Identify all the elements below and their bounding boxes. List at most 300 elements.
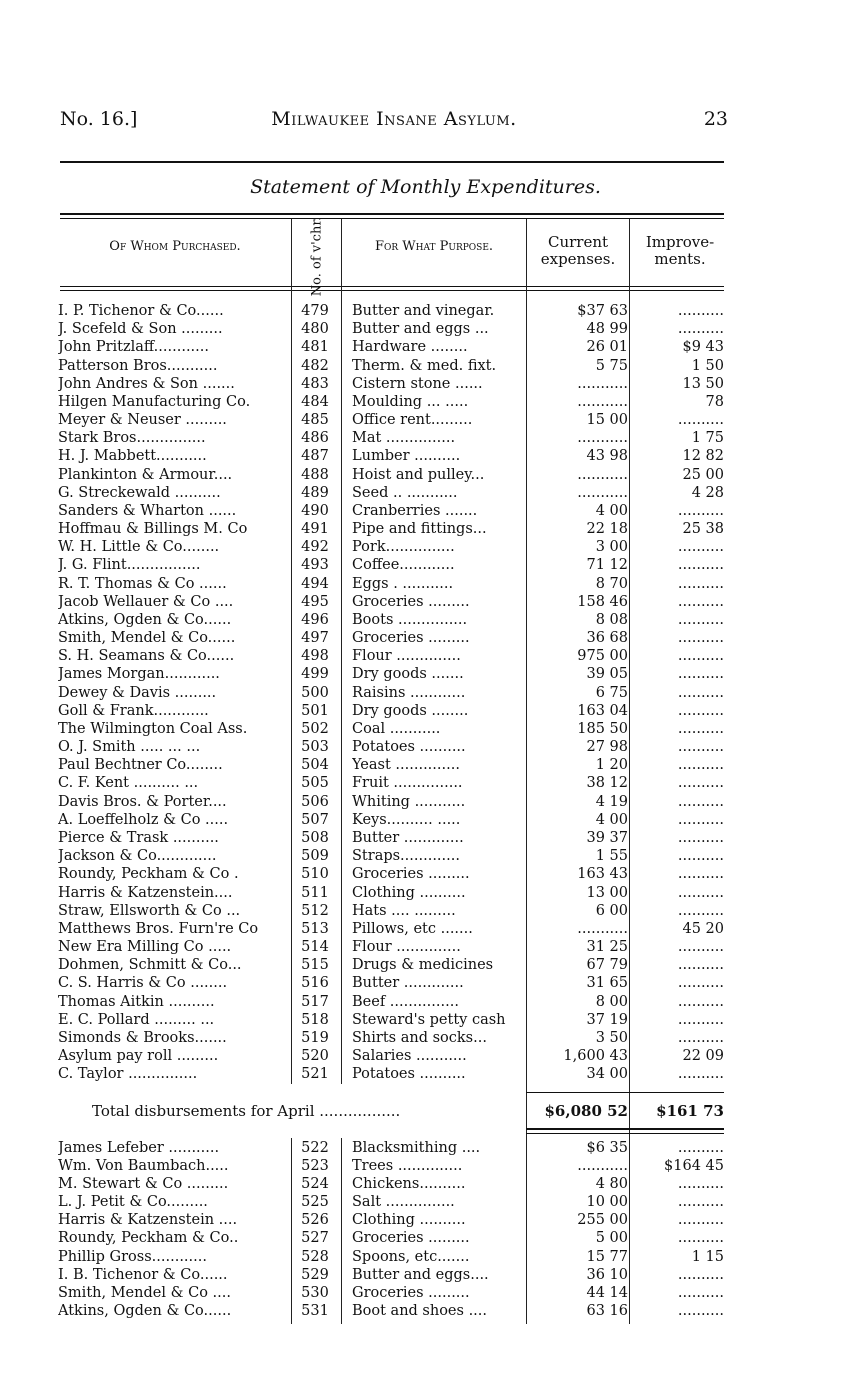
current-expense: 1 55 <box>595 848 628 865</box>
table-row <box>0 538 851 556</box>
purpose: Groceries ......... <box>352 866 470 883</box>
current-expense: 38 12 <box>586 775 628 792</box>
voucher-number: 508 <box>301 829 329 846</box>
table-row <box>0 1211 851 1229</box>
purpose: Butter ............. <box>352 829 464 846</box>
purchased-from: James Morgan............ <box>58 666 220 683</box>
voucher-number: 506 <box>301 793 329 810</box>
table-row <box>0 938 851 956</box>
voucher-number: 507 <box>301 811 329 828</box>
header-bottom-rule <box>60 286 724 287</box>
purchased-from: C. S. Harris & Co ........ <box>58 975 228 992</box>
table-row <box>0 1229 851 1247</box>
current-expense: ........... <box>577 375 628 392</box>
header-rule <box>60 161 724 163</box>
purchased-from: C. F. Kent .......... ... <box>58 775 199 792</box>
total-bottom-rule <box>526 1128 724 1130</box>
improvement-expense: .......... <box>677 1302 724 1319</box>
purchased-from: M. Stewart & Co ......... <box>58 1176 229 1193</box>
voucher-number: 513 <box>301 920 329 937</box>
purpose: Straps............. <box>352 848 460 865</box>
purpose: Coffee............ <box>352 557 455 574</box>
voucher-number: 517 <box>301 993 329 1010</box>
purpose: Groceries ......... <box>352 630 470 647</box>
current-expense: 975 00 <box>577 648 628 665</box>
table-row <box>0 865 851 883</box>
improvement-expense: .......... <box>677 939 724 956</box>
current-expense: 22 18 <box>586 521 628 538</box>
voucher-number: 503 <box>301 739 329 756</box>
purchased-from: Simonds & Brooks....... <box>58 1029 227 1046</box>
voucher-number: 482 <box>301 357 329 374</box>
current-expense: 26 01 <box>586 339 628 356</box>
improvement-expense: 1 15 <box>691 1248 724 1265</box>
improvement-expense: .......... <box>677 811 724 828</box>
purchased-from: E. C. Pollard ......... ... <box>58 1011 215 1028</box>
purchased-from: Paul Bechtner Co........ <box>58 757 223 774</box>
voucher-number: 480 <box>301 321 329 338</box>
voucher-number: 515 <box>301 957 329 974</box>
voucher-number: 498 <box>301 648 329 665</box>
improvement-expense: .......... <box>677 648 724 665</box>
voucher-number: 496 <box>301 611 329 628</box>
voucher-number: 504 <box>301 757 329 774</box>
table-row <box>0 1011 851 1029</box>
purpose: Pork............... <box>352 539 455 556</box>
purchased-from: I. B. Tichenor & Co...... <box>58 1266 228 1283</box>
current-expense: ........... <box>577 393 628 410</box>
purpose: Groceries ......... <box>352 1284 470 1301</box>
purpose: Therm. & med. fixt. <box>352 357 497 374</box>
purpose: Groceries ......... <box>352 1230 470 1247</box>
purchased-from: Sanders & Wharton ...... <box>58 502 237 519</box>
purpose: Whiting ........... <box>352 793 466 810</box>
current-expense: 4 00 <box>595 811 628 828</box>
improvement-expense: 13 50 <box>682 375 724 392</box>
purchased-from: John Pritzlaff............ <box>58 339 209 356</box>
improvement-expense: .......... <box>677 1140 724 1156</box>
improvement-expense: 45 20 <box>682 920 724 937</box>
purpose: Hardware ........ <box>352 339 468 356</box>
voucher-number: 519 <box>301 1029 329 1046</box>
voucher-number: 484 <box>301 393 329 410</box>
table-row <box>0 411 851 429</box>
voucher-number: 510 <box>301 866 329 883</box>
table-row <box>0 302 851 320</box>
table-row <box>0 774 851 792</box>
purchased-from: James Lefeber ........... <box>58 1140 220 1156</box>
column-header-purpose: For What Purpose. <box>374 239 494 254</box>
purpose: Raisins ............ <box>352 684 466 701</box>
voucher-number: 493 <box>301 557 329 574</box>
purpose: Steward's petty cash <box>352 1011 506 1028</box>
table-row <box>0 375 851 393</box>
improvement-expense: .......... <box>677 666 724 683</box>
improvement-expense: .......... <box>677 1066 724 1083</box>
may-expenditure-list <box>0 1139 851 1320</box>
improvement-expense: .......... <box>677 866 724 883</box>
voucher-number: 514 <box>301 939 329 956</box>
table-row <box>0 1047 851 1065</box>
voucher-number: 512 <box>301 902 329 919</box>
current-expense: 31 25 <box>586 939 628 956</box>
improvement-expense: .......... <box>677 848 724 865</box>
purchased-from: Thomas Aitkin .......... <box>58 993 215 1010</box>
purpose: Spoons, etc....... <box>352 1248 470 1265</box>
purchased-from: Plankinton & Armour.... <box>58 466 233 483</box>
total-improvements: $161 73 <box>656 1102 724 1120</box>
current-expense: 36 10 <box>586 1266 628 1283</box>
current-expense: 27 98 <box>586 739 628 756</box>
purchased-from: Roundy, Peckham & Co.. <box>58 1230 239 1247</box>
institution-title: Milwaukee Insane Asylum. <box>271 108 517 130</box>
purpose: Yeast .............. <box>352 757 460 774</box>
purpose: Potatoes .......... <box>352 739 466 756</box>
purchased-from: Meyer & Neuser ......... <box>58 412 227 429</box>
improvement-expense: .......... <box>677 1284 724 1301</box>
purpose: Shirts and socks... <box>352 1029 487 1046</box>
current-expense: 39 05 <box>586 666 628 683</box>
total-bottom-rule-thin <box>526 1133 724 1134</box>
purpose: Dry goods ....... <box>352 666 464 683</box>
current-expense: 36 68 <box>586 630 628 647</box>
purchased-from: Jacob Wellauer & Co .... <box>58 593 234 610</box>
purpose: Blacksmithing .... <box>352 1140 481 1156</box>
page-number: 23 <box>703 108 728 130</box>
improvement-expense: .......... <box>677 1212 724 1229</box>
purchased-from: J. G. Flint................ <box>58 557 201 574</box>
improvement-expense: .......... <box>677 975 724 992</box>
voucher-number: 502 <box>301 720 329 737</box>
purpose: Eggs . ........... <box>352 575 454 592</box>
voucher-number: 488 <box>301 466 329 483</box>
purpose: Trees .............. <box>352 1158 463 1175</box>
purchased-from: Goll & Frank............ <box>58 702 209 719</box>
voucher-number: 521 <box>301 1066 329 1083</box>
table-row <box>0 556 851 574</box>
purpose: Chickens.......... <box>352 1176 466 1193</box>
current-expense: 4 00 <box>595 502 628 519</box>
table-top-rule <box>60 213 724 215</box>
purchased-from: Jackson & Co............. <box>58 848 217 865</box>
current-expense: ........... <box>577 466 628 483</box>
current-expense: 67 79 <box>586 957 628 974</box>
voucher-number: 509 <box>301 848 329 865</box>
improvement-expense: .......... <box>677 739 724 756</box>
improvement-expense: .......... <box>677 1011 724 1028</box>
current-expense: 31 65 <box>586 975 628 992</box>
current-expense: 43 98 <box>586 448 628 465</box>
purchased-from: The Wilmington Coal Ass. <box>58 720 248 737</box>
table-row <box>0 684 851 702</box>
improvement-expense: .......... <box>677 539 724 556</box>
improvement-expense: .......... <box>677 303 724 319</box>
table-row <box>0 320 851 338</box>
table-row <box>0 1248 851 1266</box>
current-expense: 185 50 <box>577 720 628 737</box>
purchased-from: Stark Bros............... <box>58 430 206 447</box>
purchased-from: John Andres & Son ....... <box>58 375 235 392</box>
voucher-number: 479 <box>301 303 329 319</box>
column-header-voucher <box>293 216 341 296</box>
purchased-from: O. J. Smith ..... ... ... <box>58 739 201 756</box>
table-row <box>0 1065 851 1083</box>
purchased-from: I. P. Tichenor & Co...... <box>58 303 224 319</box>
improvement-expense: .......... <box>677 1230 724 1247</box>
purpose: Office rent......... <box>352 412 473 429</box>
purchased-from: Hilgen Manufacturing Co. <box>58 393 251 410</box>
purpose: Cranberries ....... <box>352 502 478 519</box>
purpose: Boots ............... <box>352 611 468 628</box>
improvement-expense: 1 50 <box>691 357 724 374</box>
purchased-from: Harris & Katzenstein .... <box>58 1212 238 1229</box>
table-row <box>0 1029 851 1047</box>
purchased-from: A. Loeffelholz & Co ..... <box>58 811 229 828</box>
table-row <box>0 738 851 756</box>
voucher-number: 526 <box>301 1212 329 1229</box>
purchased-from: Asylum pay roll ......... <box>58 1048 219 1065</box>
purpose: Flour .............. <box>352 648 461 665</box>
improvement-expense: .......... <box>677 775 724 792</box>
total-top-rule <box>526 1092 724 1093</box>
improvement-expense: 1 75 <box>691 430 724 447</box>
current-expense: 5 00 <box>595 1230 628 1247</box>
purchased-from: Hoffmau & Billings M. Co <box>58 521 248 538</box>
current-expense: ........... <box>577 920 628 937</box>
voucher-number: 528 <box>301 1248 329 1265</box>
column-header-current: Current expenses. <box>540 233 616 269</box>
improvement-expense: 4 28 <box>691 484 724 501</box>
current-expense: 8 08 <box>595 611 628 628</box>
table-row <box>0 520 851 538</box>
current-expense: 8 70 <box>595 575 628 592</box>
voucher-number: 486 <box>301 430 329 447</box>
improvement-expense: .......... <box>677 757 724 774</box>
purpose: Lumber .......... <box>352 448 461 465</box>
voucher-number: 516 <box>301 975 329 992</box>
voucher-number: 491 <box>301 521 329 538</box>
current-expense: 158 46 <box>577 593 628 610</box>
improvement-expense: $164 45 <box>664 1158 724 1175</box>
current-expense: 48 99 <box>586 321 628 338</box>
purpose: Butter and vinegar. <box>352 303 495 319</box>
purpose: Moulding ... ..... <box>352 393 469 410</box>
current-expense: $37 63 <box>577 303 628 319</box>
current-expense: 15 77 <box>586 1248 628 1265</box>
current-expense: 3 50 <box>595 1029 628 1046</box>
purchased-from: Patterson Bros........... <box>58 357 218 374</box>
purchased-from: L. J. Petit & Co......... <box>58 1194 208 1211</box>
purpose: Butter and eggs ... <box>352 321 489 338</box>
improvement-expense: 25 38 <box>682 521 724 538</box>
improvement-expense: 25 00 <box>682 466 724 483</box>
document-number: No. 16.] <box>60 108 138 130</box>
purchased-from: Davis Bros. & Porter.... <box>58 793 227 810</box>
current-expense: 5 75 <box>595 357 628 374</box>
current-expense: ........... <box>577 1158 628 1175</box>
purpose: Flour .............. <box>352 939 461 956</box>
purchased-from: New Era Milling Co ..... <box>58 939 232 956</box>
purchased-from: Wm. Von Baumbach..... <box>58 1158 229 1175</box>
column-header-who: Of Whom Purchased. <box>109 239 241 254</box>
voucher-number: 524 <box>301 1176 329 1193</box>
purchased-from: Atkins, Ogden & Co...... <box>58 1302 232 1319</box>
purpose: Cistern stone ...... <box>352 375 483 392</box>
purchased-from: Harris & Katzenstein.... <box>58 884 233 901</box>
purchased-from: Straw, Ellsworth & Co ... <box>58 902 241 919</box>
column-header-voucher-label: No. of v'chr. <box>309 216 325 296</box>
purpose: Butter ............. <box>352 975 464 992</box>
improvement-expense: .......... <box>677 1029 724 1046</box>
voucher-number: 499 <box>301 666 329 683</box>
voucher-number: 495 <box>301 593 329 610</box>
current-expense: 34 00 <box>586 1066 628 1083</box>
voucher-number: 492 <box>301 539 329 556</box>
purpose: Butter and eggs.... <box>352 1266 489 1283</box>
purpose: Potatoes .......... <box>352 1066 466 1083</box>
current-expense: 4 19 <box>595 793 628 810</box>
current-expense: 8 00 <box>595 993 628 1010</box>
table-row <box>0 956 851 974</box>
current-expense: 3 00 <box>595 539 628 556</box>
voucher-number: 501 <box>301 702 329 719</box>
header-bottom-rule-thin <box>60 290 724 291</box>
purpose: Beef ............... <box>352 993 459 1010</box>
purpose: Salt ............... <box>352 1194 455 1211</box>
current-expense: 39 37 <box>586 829 628 846</box>
column-header-improvements: Improve-ments. <box>645 233 715 269</box>
table-row <box>0 575 851 593</box>
table-row <box>0 1266 851 1284</box>
current-expense: 163 43 <box>577 866 628 883</box>
improvement-expense: .......... <box>677 412 724 429</box>
improvement-expense: .......... <box>677 575 724 592</box>
purchased-from: Dewey & Davis ......... <box>58 684 217 701</box>
current-expense: 4 80 <box>595 1176 628 1193</box>
purpose: Coal ........... <box>352 720 441 737</box>
table-row <box>0 357 851 375</box>
current-expense: 163 04 <box>577 702 628 719</box>
table-row <box>0 593 851 611</box>
table-row <box>0 665 851 683</box>
improvement-expense: .......... <box>677 684 724 701</box>
table-row <box>0 393 851 411</box>
improvement-expense: .......... <box>677 557 724 574</box>
current-expense: 15 00 <box>586 412 628 429</box>
table-row <box>0 1157 851 1175</box>
voucher-number: 494 <box>301 575 329 592</box>
improvement-expense: .......... <box>677 630 724 647</box>
current-expense: 6 75 <box>595 684 628 701</box>
total-label: Total disbursements for April ................. <box>92 1102 401 1120</box>
purpose: Pipe and fittings... <box>352 521 487 538</box>
voucher-number: 522 <box>301 1140 329 1156</box>
purchased-from: Pierce & Trask .......... <box>58 829 219 846</box>
purchased-from: Matthews Bros. Furn're Co <box>58 920 259 937</box>
improvement-expense: 22 09 <box>682 1048 724 1065</box>
improvement-expense: .......... <box>677 993 724 1010</box>
purchased-from: Smith, Mendel & Co...... <box>58 630 236 647</box>
purchased-from: H. J. Mabbett........... <box>58 448 207 465</box>
voucher-number: 518 <box>301 1011 329 1028</box>
table-row <box>0 993 851 1011</box>
improvement-expense: 78 <box>705 393 724 410</box>
voucher-number: 525 <box>301 1194 329 1211</box>
improvement-expense: .......... <box>677 957 724 974</box>
improvement-expense: .......... <box>677 593 724 610</box>
table-row <box>0 611 851 629</box>
table-row <box>0 1193 851 1211</box>
improvement-expense: .......... <box>677 829 724 846</box>
current-expense: $6 35 <box>586 1140 628 1156</box>
table-row <box>0 974 851 992</box>
purpose: Salaries ........... <box>352 1048 467 1065</box>
purpose: Drugs & medicines <box>352 957 494 974</box>
voucher-number: 485 <box>301 412 329 429</box>
improvement-expense: .......... <box>677 1194 724 1211</box>
total-current: $6,080 52 <box>544 1102 628 1120</box>
purchased-from: C. Taylor ............... <box>58 1066 198 1083</box>
improvement-expense: .......... <box>677 321 724 338</box>
table-row <box>0 829 851 847</box>
current-expense: 10 00 <box>586 1194 628 1211</box>
purpose: Hats .... ......... <box>352 902 456 919</box>
table-row <box>0 902 851 920</box>
purchased-from: Phillip Gross............ <box>58 1248 207 1265</box>
table-row <box>0 1175 851 1193</box>
current-expense: ........... <box>577 430 628 447</box>
current-expense: 255 00 <box>577 1212 628 1229</box>
current-expense: 44 14 <box>586 1284 628 1301</box>
current-expense: 13 00 <box>586 884 628 901</box>
purpose: Seed .. ........... <box>352 484 458 501</box>
current-expense: 1,600 43 <box>563 1048 628 1065</box>
table-row <box>0 1139 851 1157</box>
table-row <box>0 811 851 829</box>
table-row <box>0 466 851 484</box>
voucher-number: 490 <box>301 502 329 519</box>
current-expense: 37 19 <box>586 1011 628 1028</box>
improvement-expense: .......... <box>677 502 724 519</box>
purpose: Fruit ............... <box>352 775 463 792</box>
table-row <box>0 847 851 865</box>
improvement-expense: $9 43 <box>682 339 724 356</box>
improvement-expense: .......... <box>677 902 724 919</box>
purchased-from: Smith, Mendel & Co .... <box>58 1284 231 1301</box>
purchased-from: G. Streckewald .......... <box>58 484 221 501</box>
voucher-number: 483 <box>301 375 329 392</box>
purchased-from: Dohmen, Schmitt & Co... <box>58 957 242 974</box>
current-expense: 63 16 <box>586 1302 628 1319</box>
purchased-from: Atkins, Ogden & Co...... <box>58 611 232 628</box>
improvement-expense: .......... <box>677 884 724 901</box>
table-row <box>0 629 851 647</box>
table-row <box>0 702 851 720</box>
voucher-number: 523 <box>301 1158 329 1175</box>
purchased-from: S. H. Seamans & Co...... <box>58 648 235 665</box>
voucher-number: 511 <box>301 884 329 901</box>
purpose: Hoist and pulley... <box>352 466 485 483</box>
voucher-number: 529 <box>301 1266 329 1283</box>
voucher-number: 505 <box>301 775 329 792</box>
table-row <box>0 447 851 465</box>
table-row <box>0 502 851 520</box>
purchased-from: J. Scefeld & Son ......... <box>58 321 223 338</box>
purpose: Clothing .......... <box>352 1212 466 1229</box>
purpose: Pillows, etc ....... <box>352 920 473 937</box>
table-row <box>0 884 851 902</box>
table-row <box>0 720 851 738</box>
